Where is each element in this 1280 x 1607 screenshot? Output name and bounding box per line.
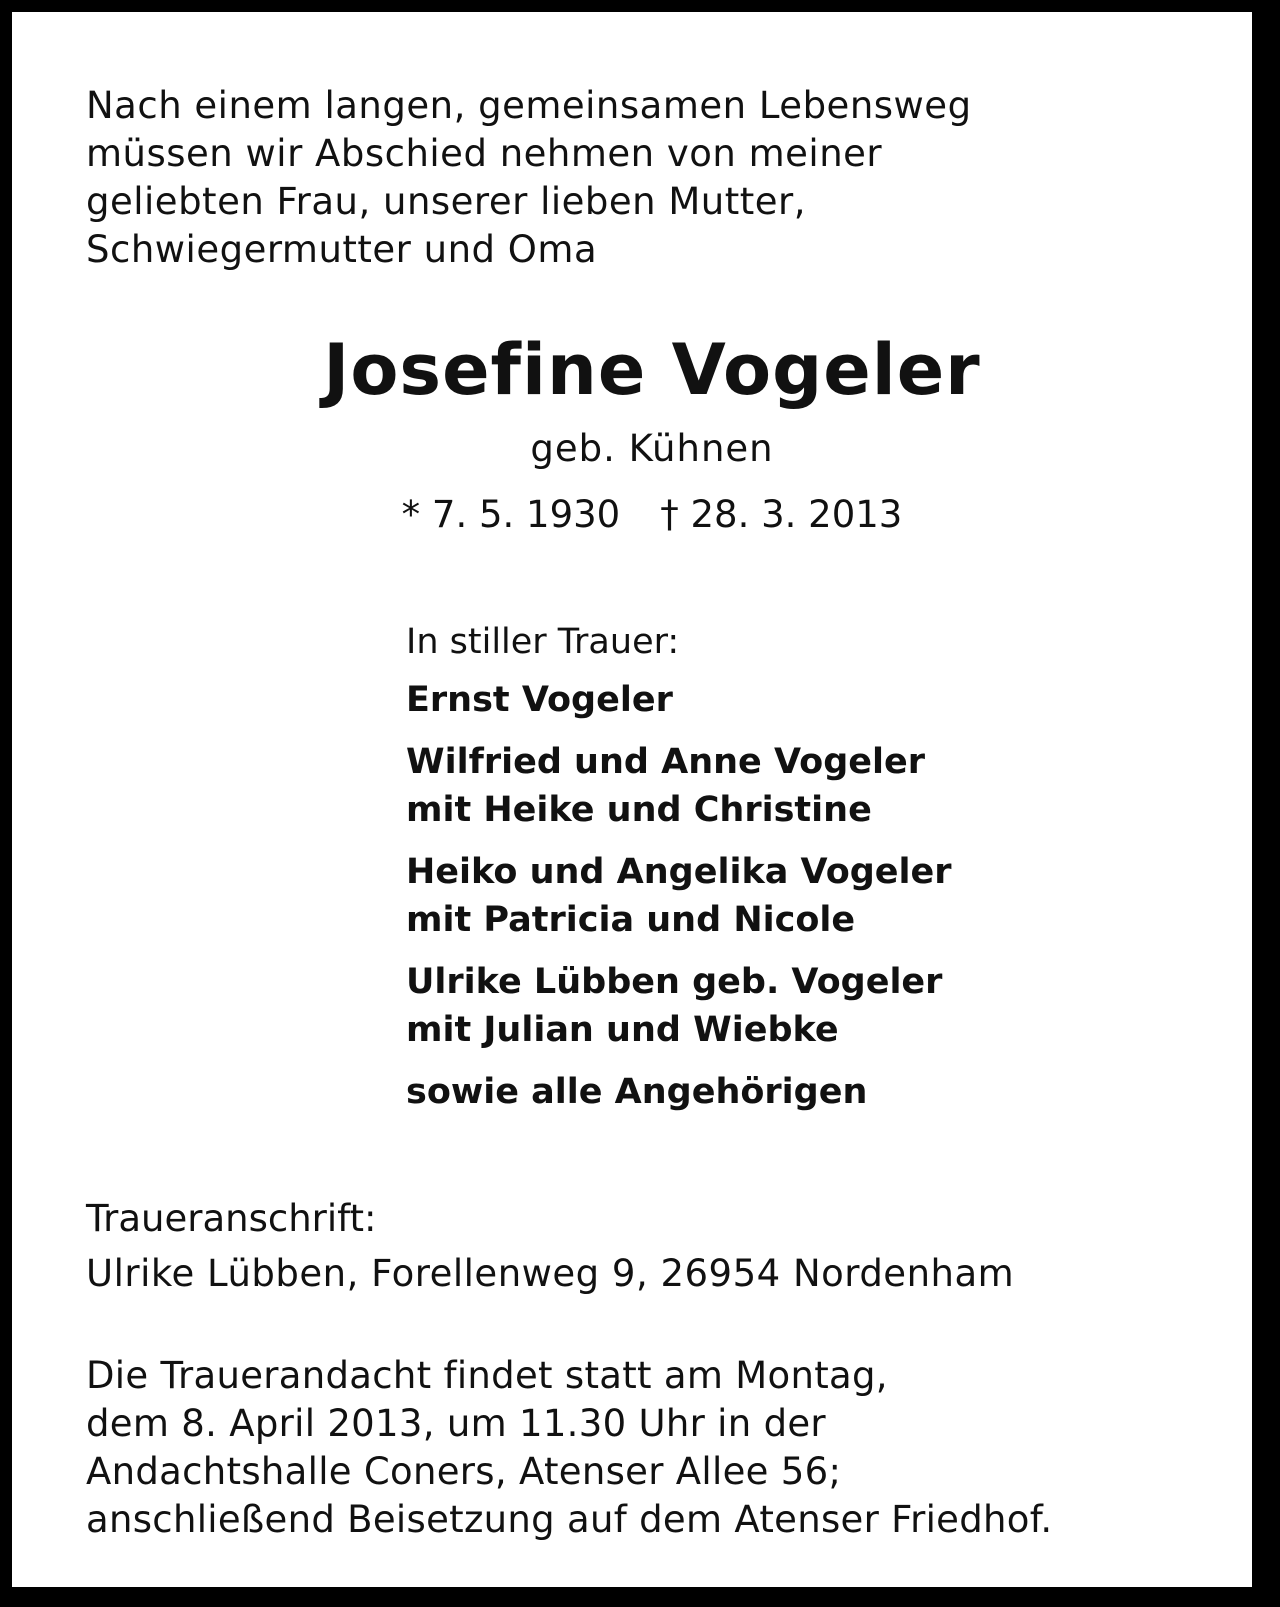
mourner-group xyxy=(406,1068,952,1116)
birth-date: * 7. 5. 1930 xyxy=(401,493,621,536)
service-info xyxy=(86,1352,1052,1544)
intro-line: Nach einem langen, gemeinsamen Lebensweg xyxy=(86,84,972,127)
mourners-section xyxy=(406,618,952,1130)
mourners-heading: In stiller Trauer: xyxy=(406,622,680,662)
address-label: Traueranschrift: xyxy=(86,1197,377,1240)
mourner-line: Wilfried und Anne Vogeler xyxy=(406,742,925,782)
mourner-group xyxy=(406,848,952,944)
mourner-line: Ernst Vogeler xyxy=(406,680,673,720)
death-date: † 28. 3. 2013 xyxy=(660,493,903,536)
mourner-line: Ulrike Lübben geb. Vogeler xyxy=(406,962,943,1002)
intro-line: müssen wir Abschied nehmen von meiner xyxy=(86,132,883,175)
mourning-address: Ulrike Lübben, Forellenweg 9, 26954 Nordenham xyxy=(86,1252,1015,1295)
mourner-line: sowie alle Angehörigen xyxy=(406,1072,868,1112)
maiden-name: geb. Kühnen xyxy=(530,427,774,470)
service-line: Andachtshalle Coners, Atenser Allee 56; xyxy=(86,1450,842,1493)
mourner-line: mit Patricia und Nicole xyxy=(406,900,856,940)
deceased-name: Josefine Vogeler xyxy=(323,329,981,411)
mourner-line: mit Julian und Wiebke xyxy=(406,1010,839,1050)
mourner-line: mit Heike und Christine xyxy=(406,790,872,830)
intro-line: Schwiegermutter und Oma xyxy=(86,228,598,271)
intro-text xyxy=(86,82,972,274)
mourner-group xyxy=(406,676,952,724)
mourner-line: Heiko und Angelika Vogeler xyxy=(406,852,952,892)
mourner-group xyxy=(406,738,952,834)
service-line: anschließend Beisetzung auf dem Atenser Friedhof. xyxy=(86,1498,1053,1541)
service-line: dem 8. April 2013, um 11.30 Uhr in der xyxy=(86,1402,826,1445)
mourner-group xyxy=(406,958,952,1054)
service-line: Die Trauerandacht findet statt am Montag, xyxy=(86,1354,888,1397)
life-dates xyxy=(12,492,1280,538)
intro-line: geliebten Frau, unserer lieben Mutter, xyxy=(86,180,806,223)
